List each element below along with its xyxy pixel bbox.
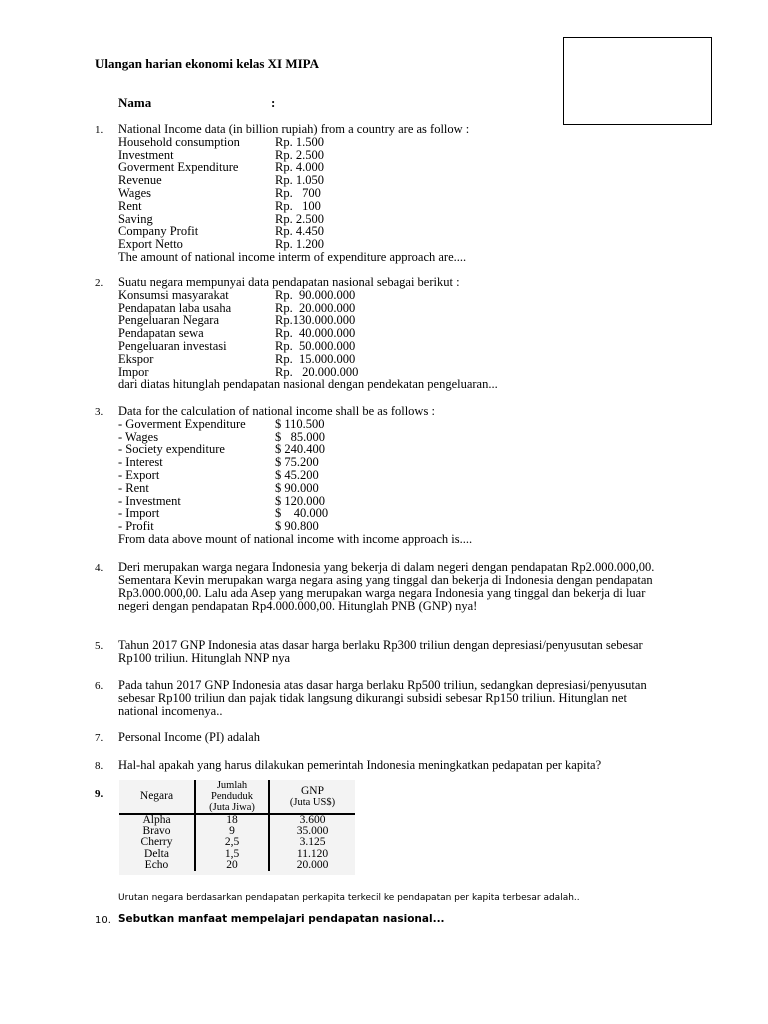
data-row <box>118 289 498 302</box>
row-value: $ 75.200 <box>275 455 319 470</box>
row-label: Pendapatan sewa <box>118 326 204 341</box>
row-value: Rp. 2.500 <box>275 147 324 162</box>
question-6-text: Pada tahun 2017 GNP Indonesia atas dasar harga berlaku Rp500 triliun, sedangkan depresiasi/penyusutan sebesar Rp100 triliun dan pajak tidak langsung dikurangi subsidi sebesar Rp150 triliun. Hitunglan net national incomenya.. <box>118 678 647 718</box>
cell-negara: Echo <box>144 858 169 871</box>
cell-penduduk: 2,5 <box>195 837 269 848</box>
question-8-number: 8. <box>95 760 104 772</box>
row-value: Rp. 20.000.000 <box>275 364 359 379</box>
row-value: Rp. 1.200 <box>275 237 324 252</box>
cell-gnp: 3.600 <box>299 814 326 826</box>
cell-gnp: 20.000 <box>296 858 329 871</box>
row-value: Rp. 90.000.000 <box>275 287 356 302</box>
row-value: Rp. 2.500 <box>275 211 324 226</box>
gnp-table <box>119 780 355 875</box>
data-row <box>118 353 498 366</box>
cell-gnp: 11.120 <box>296 847 329 860</box>
question-10-text: Sebutkan manfaat mempelajari pendapatan nasional... <box>118 913 445 925</box>
row-value: Rp.130.000.000 <box>275 313 356 328</box>
question-2-intro: Suatu negara mempunyai data pendapatan nasional sebagai berikut : <box>118 275 460 289</box>
gnp-table-body <box>119 814 355 871</box>
header-jumlah-line1: Jumlah <box>216 780 248 791</box>
question-3-intro: Data for the calculation of national income shall be as follows : <box>118 404 435 418</box>
row-label: Pendapatan laba usaha <box>118 300 232 315</box>
row-label: - Society expenditure <box>118 442 225 457</box>
row-value: Rp. 20.000.000 <box>275 300 356 315</box>
cell-negara: Alpha <box>142 814 171 826</box>
row-label: - Goverment Expenditure <box>118 416 246 431</box>
question-1-number: 1. <box>95 124 104 136</box>
question-9-number: 9. <box>95 788 104 800</box>
row-value: Rp. 100 <box>275 198 321 213</box>
cell-gnp: 3.125 <box>299 836 326 849</box>
row-label: Ekspor <box>118 351 154 366</box>
row-label: Saving <box>118 211 153 226</box>
question-1-outro: The amount of national income interm of expenditure approach are.... <box>118 249 467 264</box>
row-label: Household consumption <box>118 134 240 149</box>
question-4-text: Deri merupakan warga negara Indonesia yang bekerja di dalam negeri dengan pendapatan Rp2.000.000,00. Sementara Kevin merupakan warga negara asing yang tinggal dan bekerja di Indonesia dengan pendapatan Rp3.000.000,00. Lalu ada Asep yang merupakan warga negara Indonesia yang tinggal dan bekerja di luar negeri dengan pendapatan Rp4.000.000,00. Hitunglah PNB (GNP) nya! <box>118 560 655 613</box>
row-label: Pengeluaran Negara <box>118 313 219 328</box>
question-1 <box>118 123 469 264</box>
question-3 <box>118 405 472 546</box>
data-row <box>118 469 472 482</box>
data-row <box>118 136 469 149</box>
question-6-number: 6. <box>95 680 104 692</box>
question-1-intro: National Income data (in billion rupiah) from a country are as follow : <box>118 122 470 136</box>
row-label: Impor <box>118 364 149 379</box>
header-jumlah-penduduk <box>195 780 269 814</box>
row-value: $ 90.000 <box>275 480 319 495</box>
row-value: $ 40.000 <box>275 506 329 521</box>
row-label: Revenue <box>118 173 162 188</box>
question-9-caption: Urutan negara berdasarkan pendapatan perkapita terkecil ke pendapatan per kapita terbesar adalah.. <box>118 893 580 903</box>
row-label: - Wages <box>118 429 159 444</box>
header-gnp-line2: (Juta US$) <box>289 796 336 808</box>
row-value: Rp. 4.000 <box>275 160 324 175</box>
row-value: Rp. 1.500 <box>275 134 324 149</box>
header-gnp <box>269 780 355 814</box>
row-value: Rp. 700 <box>275 185 321 200</box>
row-value: Rp. 1.050 <box>275 173 324 188</box>
question-7-number: 7. <box>95 732 104 744</box>
row-value: Rp. 4.450 <box>275 224 324 239</box>
question-1-rows <box>118 136 469 251</box>
row-label: - Export <box>118 467 160 482</box>
question-2-rows <box>118 289 498 379</box>
row-value: $ 120.000 <box>275 493 325 508</box>
cell-penduduk: 1,5 <box>195 849 269 860</box>
header-gnp-line1: GNP <box>300 784 324 797</box>
row-value: $ 240.400 <box>275 442 325 457</box>
cell-penduduk: 9 <box>195 826 269 837</box>
row-label: Rent <box>118 198 142 213</box>
question-3-number: 3. <box>95 406 104 418</box>
row-label: Goverment Expenditure <box>118 160 239 175</box>
header-jumlah-line2: Penduduk <box>211 791 253 802</box>
question-2-number: 2. <box>95 277 104 289</box>
score-box <box>563 37 712 125</box>
question-2 <box>118 276 498 391</box>
row-value: $ 90.800 <box>275 519 319 534</box>
row-label: - Interest <box>118 455 163 470</box>
data-row <box>118 482 472 495</box>
cell-penduduk: 20 <box>195 860 269 871</box>
question-10-number: 10. <box>95 915 111 926</box>
cell-negara: Delta <box>144 847 169 860</box>
question-3-rows <box>118 418 472 533</box>
row-value: $ 45.200 <box>275 467 319 482</box>
question-4-number: 4. <box>95 562 104 574</box>
question-5-text: Tahun 2017 GNP Indonesia atas dasar harga berlaku Rp300 triliun dengan depresiasi/penyusutan sebesar Rp100 triliun. Hitunglah NNP nya <box>118 638 643 665</box>
row-value: Rp. 40.000.000 <box>275 326 356 341</box>
row-value: $ 110.500 <box>275 416 325 431</box>
row-value: Rp. 50.000.000 <box>275 338 356 353</box>
data-row <box>118 200 469 213</box>
table-row <box>119 837 355 848</box>
row-label: Wages <box>118 185 152 200</box>
header-negara: Negara <box>119 780 195 814</box>
cell-negara: Cherry <box>140 836 173 849</box>
row-value: $ 85.000 <box>275 429 325 444</box>
cell-negara: Bravo <box>142 825 171 838</box>
question-8-text: Hal-hal apakah yang harus dilakukan pemerintah Indonesia meningkatkan pedapatan per kapita? <box>118 758 602 772</box>
row-label: - Import <box>118 506 160 521</box>
question-7-text: Personal Income (PI) adalah <box>118 730 260 744</box>
table-row <box>119 860 355 871</box>
row-label: Pengeluaran investasi <box>118 338 227 353</box>
row-value: Rp. 15.000.000 <box>275 351 356 366</box>
data-row <box>118 340 498 353</box>
row-label: Investment <box>118 147 174 162</box>
row-label: Export Netto <box>118 237 183 252</box>
page-title: Ulangan harian ekonomi kelas XI MIPA <box>95 56 320 71</box>
nama-colon: : <box>271 95 276 110</box>
row-label: Konsumsi masyarakat <box>118 287 229 302</box>
cell-penduduk: 18 <box>195 814 269 826</box>
question-2-outro: dari diatas hitunglah pendapatan nasional dengan pendekatan pengeluaran... <box>118 377 498 392</box>
data-row <box>118 418 472 431</box>
row-label: Company Profit <box>118 224 199 239</box>
nama-label: Nama <box>118 95 152 110</box>
row-label: - Rent <box>118 480 149 495</box>
header-jumlah-line3: (Juta Jiwa) <box>209 802 255 813</box>
data-row <box>118 187 469 200</box>
row-label: - Investment <box>118 493 181 508</box>
question-3-outro: From data above mount of national income with income approach is.... <box>118 531 473 546</box>
row-label: - Profit <box>118 519 154 534</box>
cell-gnp: 35.000 <box>296 825 329 838</box>
question-5-number: 5. <box>95 640 104 652</box>
